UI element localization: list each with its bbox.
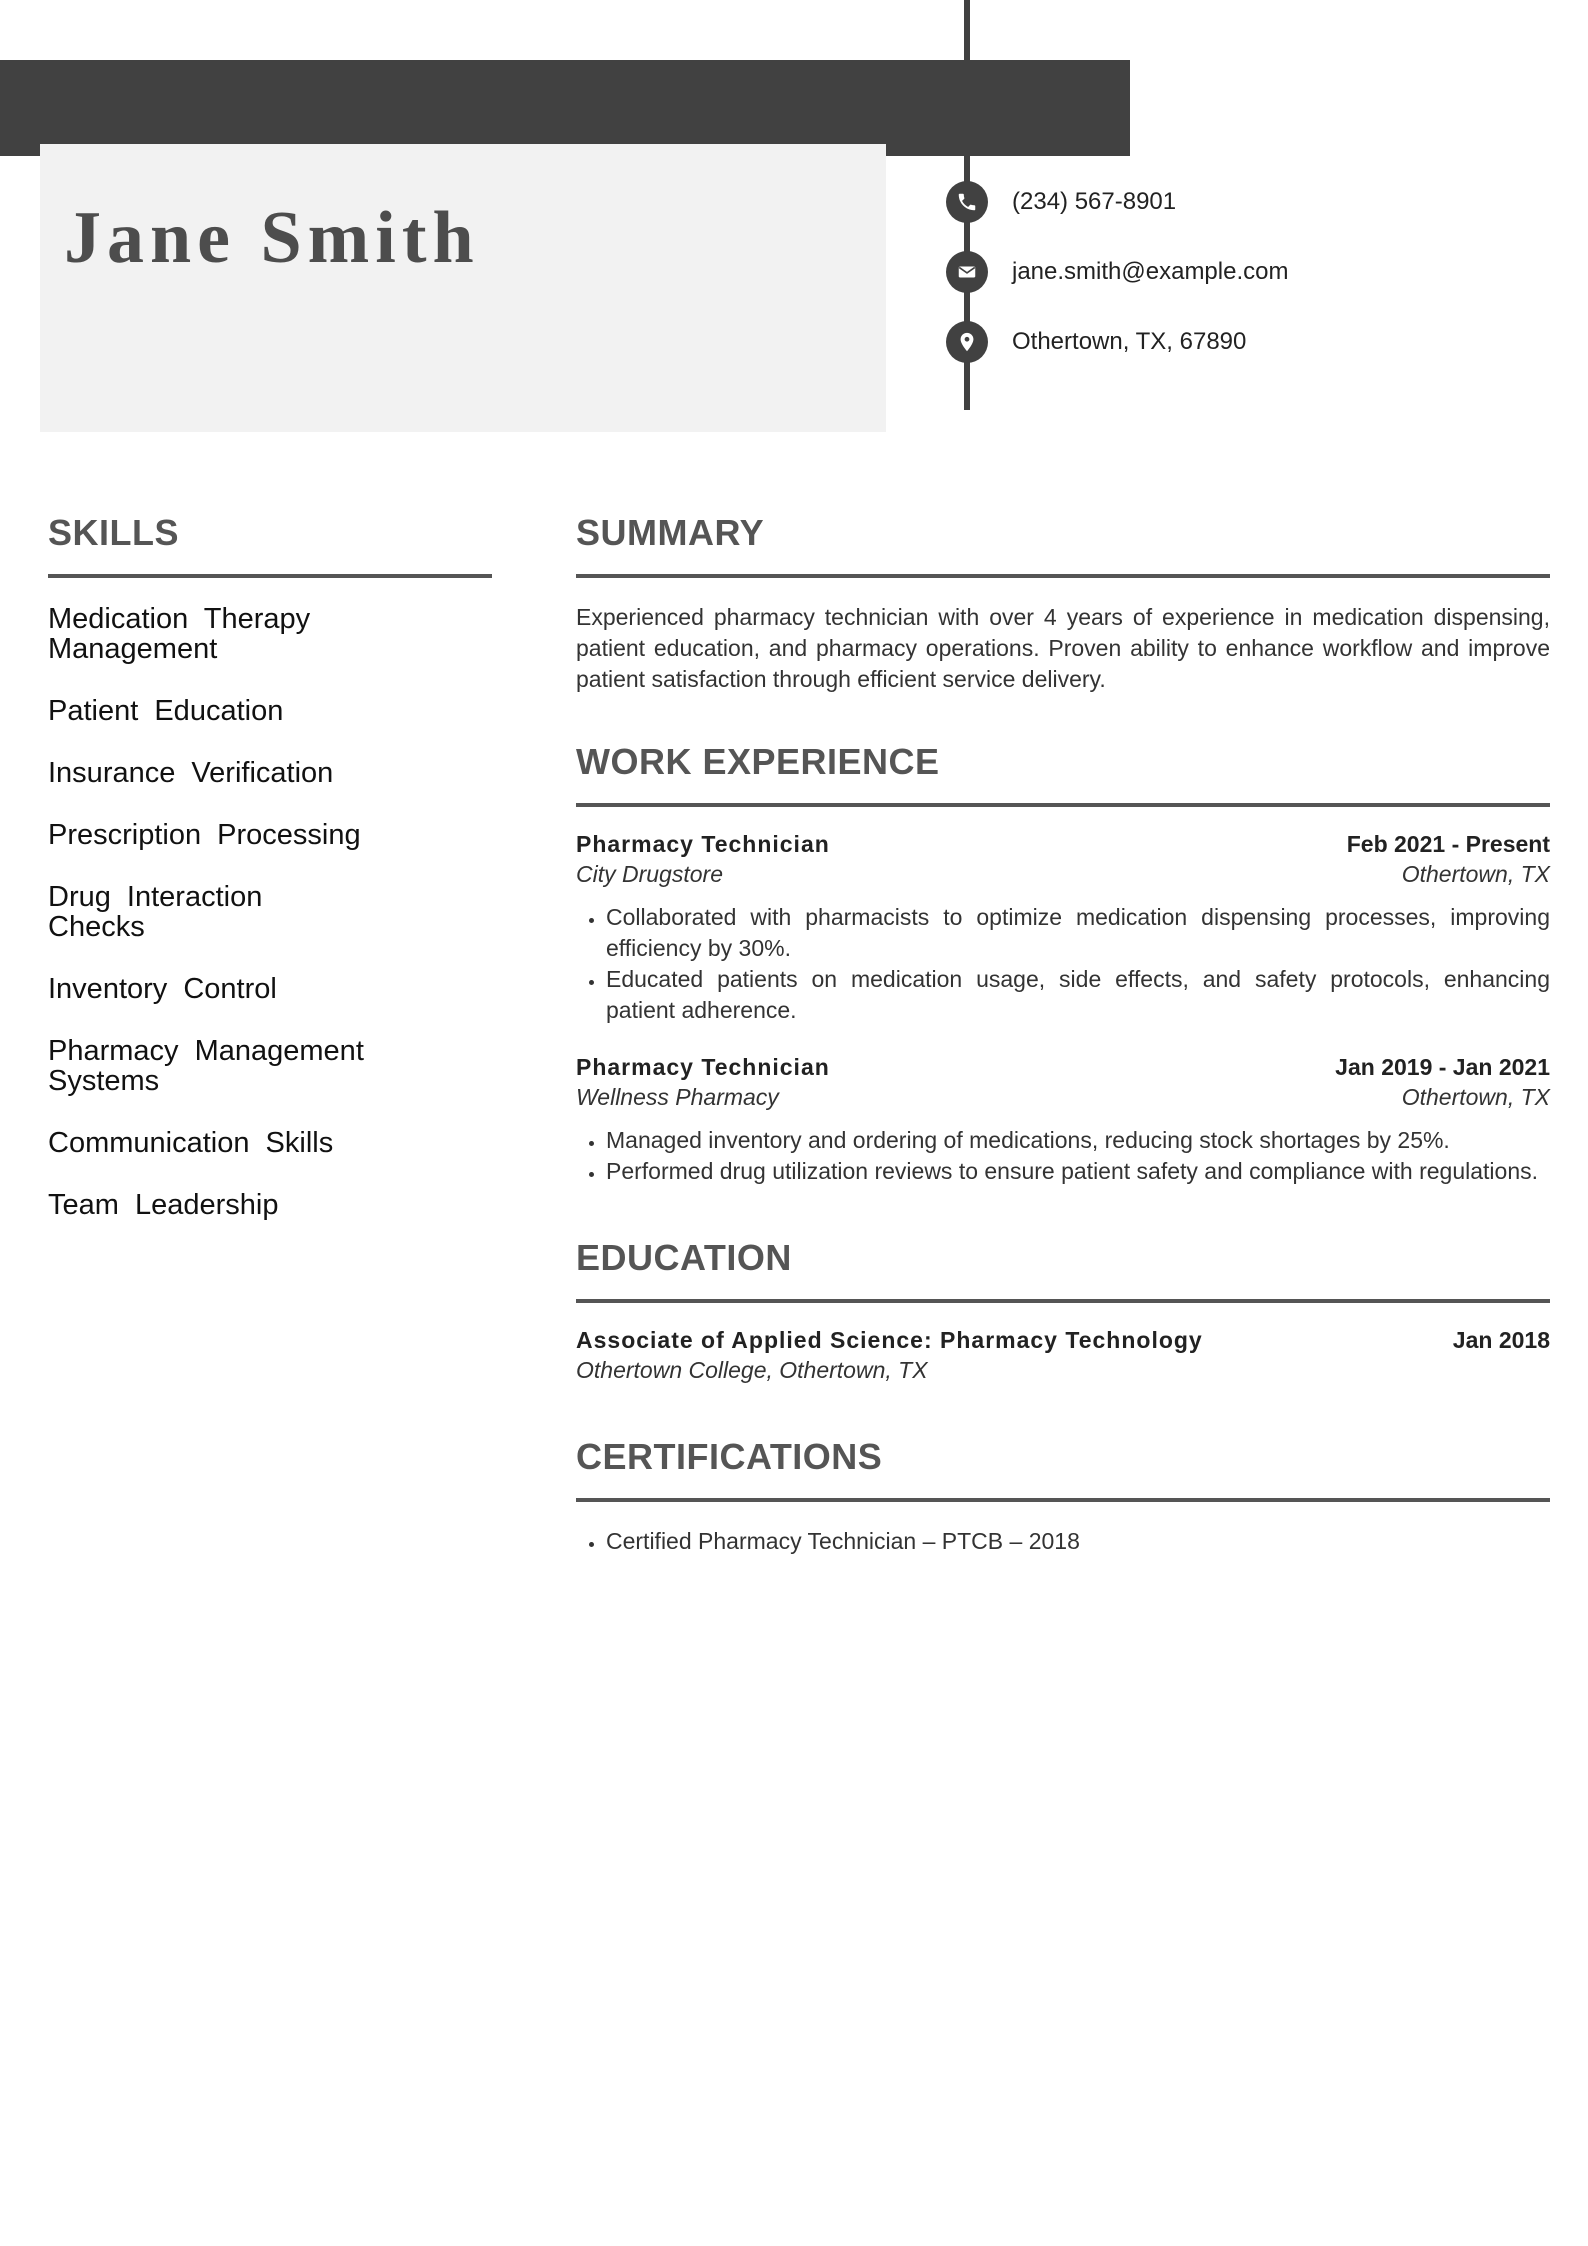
skill-item: Prescription Processing (48, 819, 361, 851)
contact-phone (946, 181, 1176, 223)
header-bar (0, 60, 1130, 156)
job-bullet: • Managed inventory and ordering of medications, reducing stock shortages by 25%. (606, 1125, 1550, 1156)
experience-heading: WORK EXPERIENCE (576, 741, 940, 782)
right-column (576, 510, 1550, 1557)
experience-divider (576, 803, 1550, 807)
job-location: Othertown, TX (1401, 861, 1550, 887)
name-panel (40, 144, 886, 432)
job-bullets (576, 902, 1550, 1026)
education-heading: EDUCATION (576, 1237, 792, 1278)
skill-item: Pharmacy Management Systems (48, 1035, 364, 1097)
skill-item: Patient Education (48, 695, 284, 727)
skill-item: Communication Skills (48, 1127, 334, 1159)
certification-item: • Certified Pharmacy Technician – PTCB – 2018 (606, 1526, 1550, 1557)
job-dates: Feb 2021 - Present (1346, 831, 1550, 857)
education-entry (576, 1327, 1550, 1386)
job-location: Othertown, TX (1401, 1084, 1550, 1110)
job-bullets (576, 1125, 1550, 1187)
skill-item: Inventory Control (48, 973, 277, 1005)
education-degree: Associate of Applied Science: Pharmacy Technology (576, 1327, 1203, 1353)
skill-item: Insurance Verification (48, 757, 334, 789)
phone-icon (946, 181, 988, 223)
certifications-heading: CERTIFICATIONS (576, 1436, 883, 1477)
skills-heading: SKILLS (48, 512, 180, 553)
contact-location (946, 321, 1246, 363)
skills-list (48, 604, 492, 1220)
education-divider (576, 1299, 1550, 1303)
job-entry (576, 831, 1550, 1026)
skill-item: Medication Therapy Management (48, 603, 311, 665)
education-school: Othertown College, Othertown, TX (576, 1357, 928, 1383)
certifications-list (576, 1526, 1550, 1557)
phone-text: (234) 567-8901 (1012, 188, 1177, 215)
location-text: Othertown, TX, 67890 (1012, 328, 1247, 355)
candidate-name: Jane Smith (64, 197, 480, 279)
education-date: Jan 2018 (1452, 1327, 1550, 1353)
certifications-section (576, 1434, 1550, 1557)
certifications-divider (576, 1498, 1550, 1502)
map-pin-icon (946, 321, 988, 363)
skills-divider (48, 574, 492, 578)
job-dates: Jan 2019 - Jan 2021 (1335, 1054, 1550, 1080)
experience-section (576, 739, 1550, 1187)
job-title: Pharmacy Technician (576, 1054, 830, 1080)
job-title: Pharmacy Technician (576, 831, 830, 857)
contact-email (946, 251, 1288, 293)
job-bullet: • Performed drug utilization reviews to ensure patient safety and compliance with regulations. (606, 1156, 1550, 1187)
skill-item: Team Leadership (48, 1189, 279, 1221)
summary-heading: SUMMARY (576, 512, 765, 553)
envelope-icon (946, 251, 988, 293)
left-column (48, 510, 492, 1252)
job-company: City Drugstore (576, 861, 723, 887)
job-bullet: • Collaborated with pharmacists to optimize medication dispensing processes, improving efficiency by 30%. (606, 902, 1550, 964)
summary-divider (576, 574, 1550, 578)
job-entry (576, 1054, 1550, 1187)
job-company: Wellness Pharmacy (576, 1084, 779, 1110)
education-section (576, 1235, 1550, 1386)
summary-section (576, 510, 1550, 695)
skill-item: Drug Interaction Checks (48, 881, 263, 943)
summary-text: Experienced pharmacy technician with over 4 years of experience in medication dispensing, patient education, and pharmacy operations. Proven ability to enhance workflow and improve patient satisfaction through efficient service delivery. (576, 604, 1550, 692)
email-text: jane.smith@example.com (1012, 258, 1289, 285)
job-bullet: • Educated patients on medication usage, side effects, and safety protocols, enhancing patient adherence. (606, 964, 1550, 1026)
